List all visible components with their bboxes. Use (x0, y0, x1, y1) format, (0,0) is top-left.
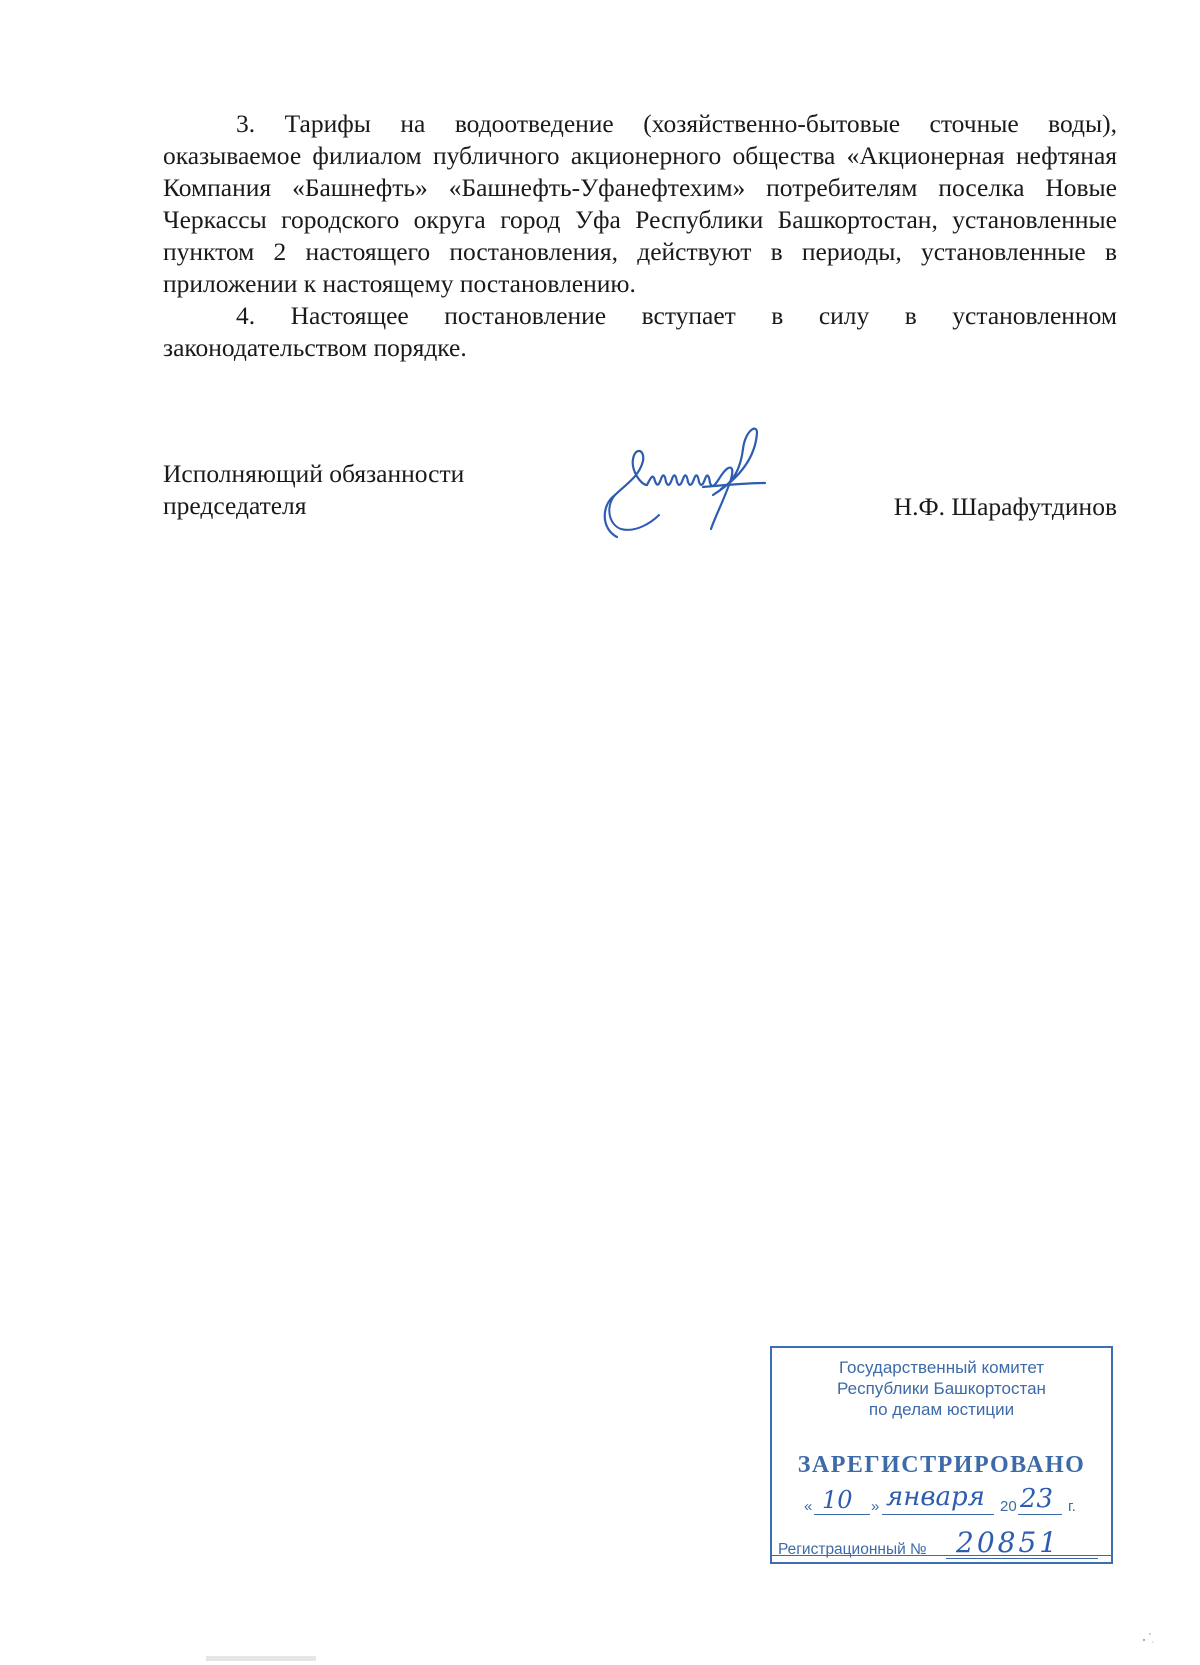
paragraph-4: 4. Настоящее постановление вступает в силу в установленном законодательством порядке. (163, 301, 1117, 362)
signatory-name: Н.Ф. Шарафутдинов (893, 492, 1117, 521)
registration-stamp (770, 1346, 1113, 1564)
stamp-month: января (886, 1482, 985, 1512)
paragraph-3: 3. Тарифы на водоотведение (хозяйственно-бытовые сточные воды), оказываемое филиалом публичного акционерного общества «Акционерная нефтяная Компания «Башнефть» «Башнефть-Уфанефтехим» потребителям поселка Новые Черкассы городского округа город Уфа Республики Башкортостан, установленные пунктом 2 настоящего постановления, действуют в периоды, установленные в приложении к настоящему постановлению. (163, 109, 1117, 298)
stamp-open-quote: « (804, 1498, 813, 1515)
document-body (163, 108, 1117, 364)
stamp-bottom-rule (772, 1555, 1111, 1556)
stamp-org-line2: Республики Башкортостан (837, 1379, 1046, 1398)
stamp-org-line1: Государственный комитет (838, 1358, 1045, 1377)
stamp-day: 10 (822, 1486, 853, 1514)
scan-edge-mark (206, 1656, 316, 1661)
stamp-organization (772, 1357, 1111, 1420)
signatory-title (163, 458, 523, 522)
stamp-year-unit: г. (1068, 1498, 1076, 1515)
stamp-reg-number: 20851 (956, 1526, 1061, 1559)
stamp-status: ЗАРЕГИСТРИРОВАНО (797, 1452, 1086, 1478)
signatory-title-line1: Исполняющий обязанности (163, 459, 465, 488)
scan-speck-dots (1138, 1628, 1158, 1648)
stamp-date (804, 1482, 1094, 1526)
stamp-year-prefix: 20 (1000, 1498, 1017, 1515)
stamp-org-line3: по делам юстиции (868, 1400, 1015, 1419)
signatory-title-line2: председателя (163, 491, 307, 520)
stamp-year-suffix: 23 (1020, 1484, 1054, 1514)
stamp-registration (778, 1526, 1108, 1564)
stamp-close-quote: » (871, 1498, 880, 1515)
handwritten-signature (595, 425, 770, 545)
stamp-reg-label: Регистрационный № (778, 1541, 927, 1558)
